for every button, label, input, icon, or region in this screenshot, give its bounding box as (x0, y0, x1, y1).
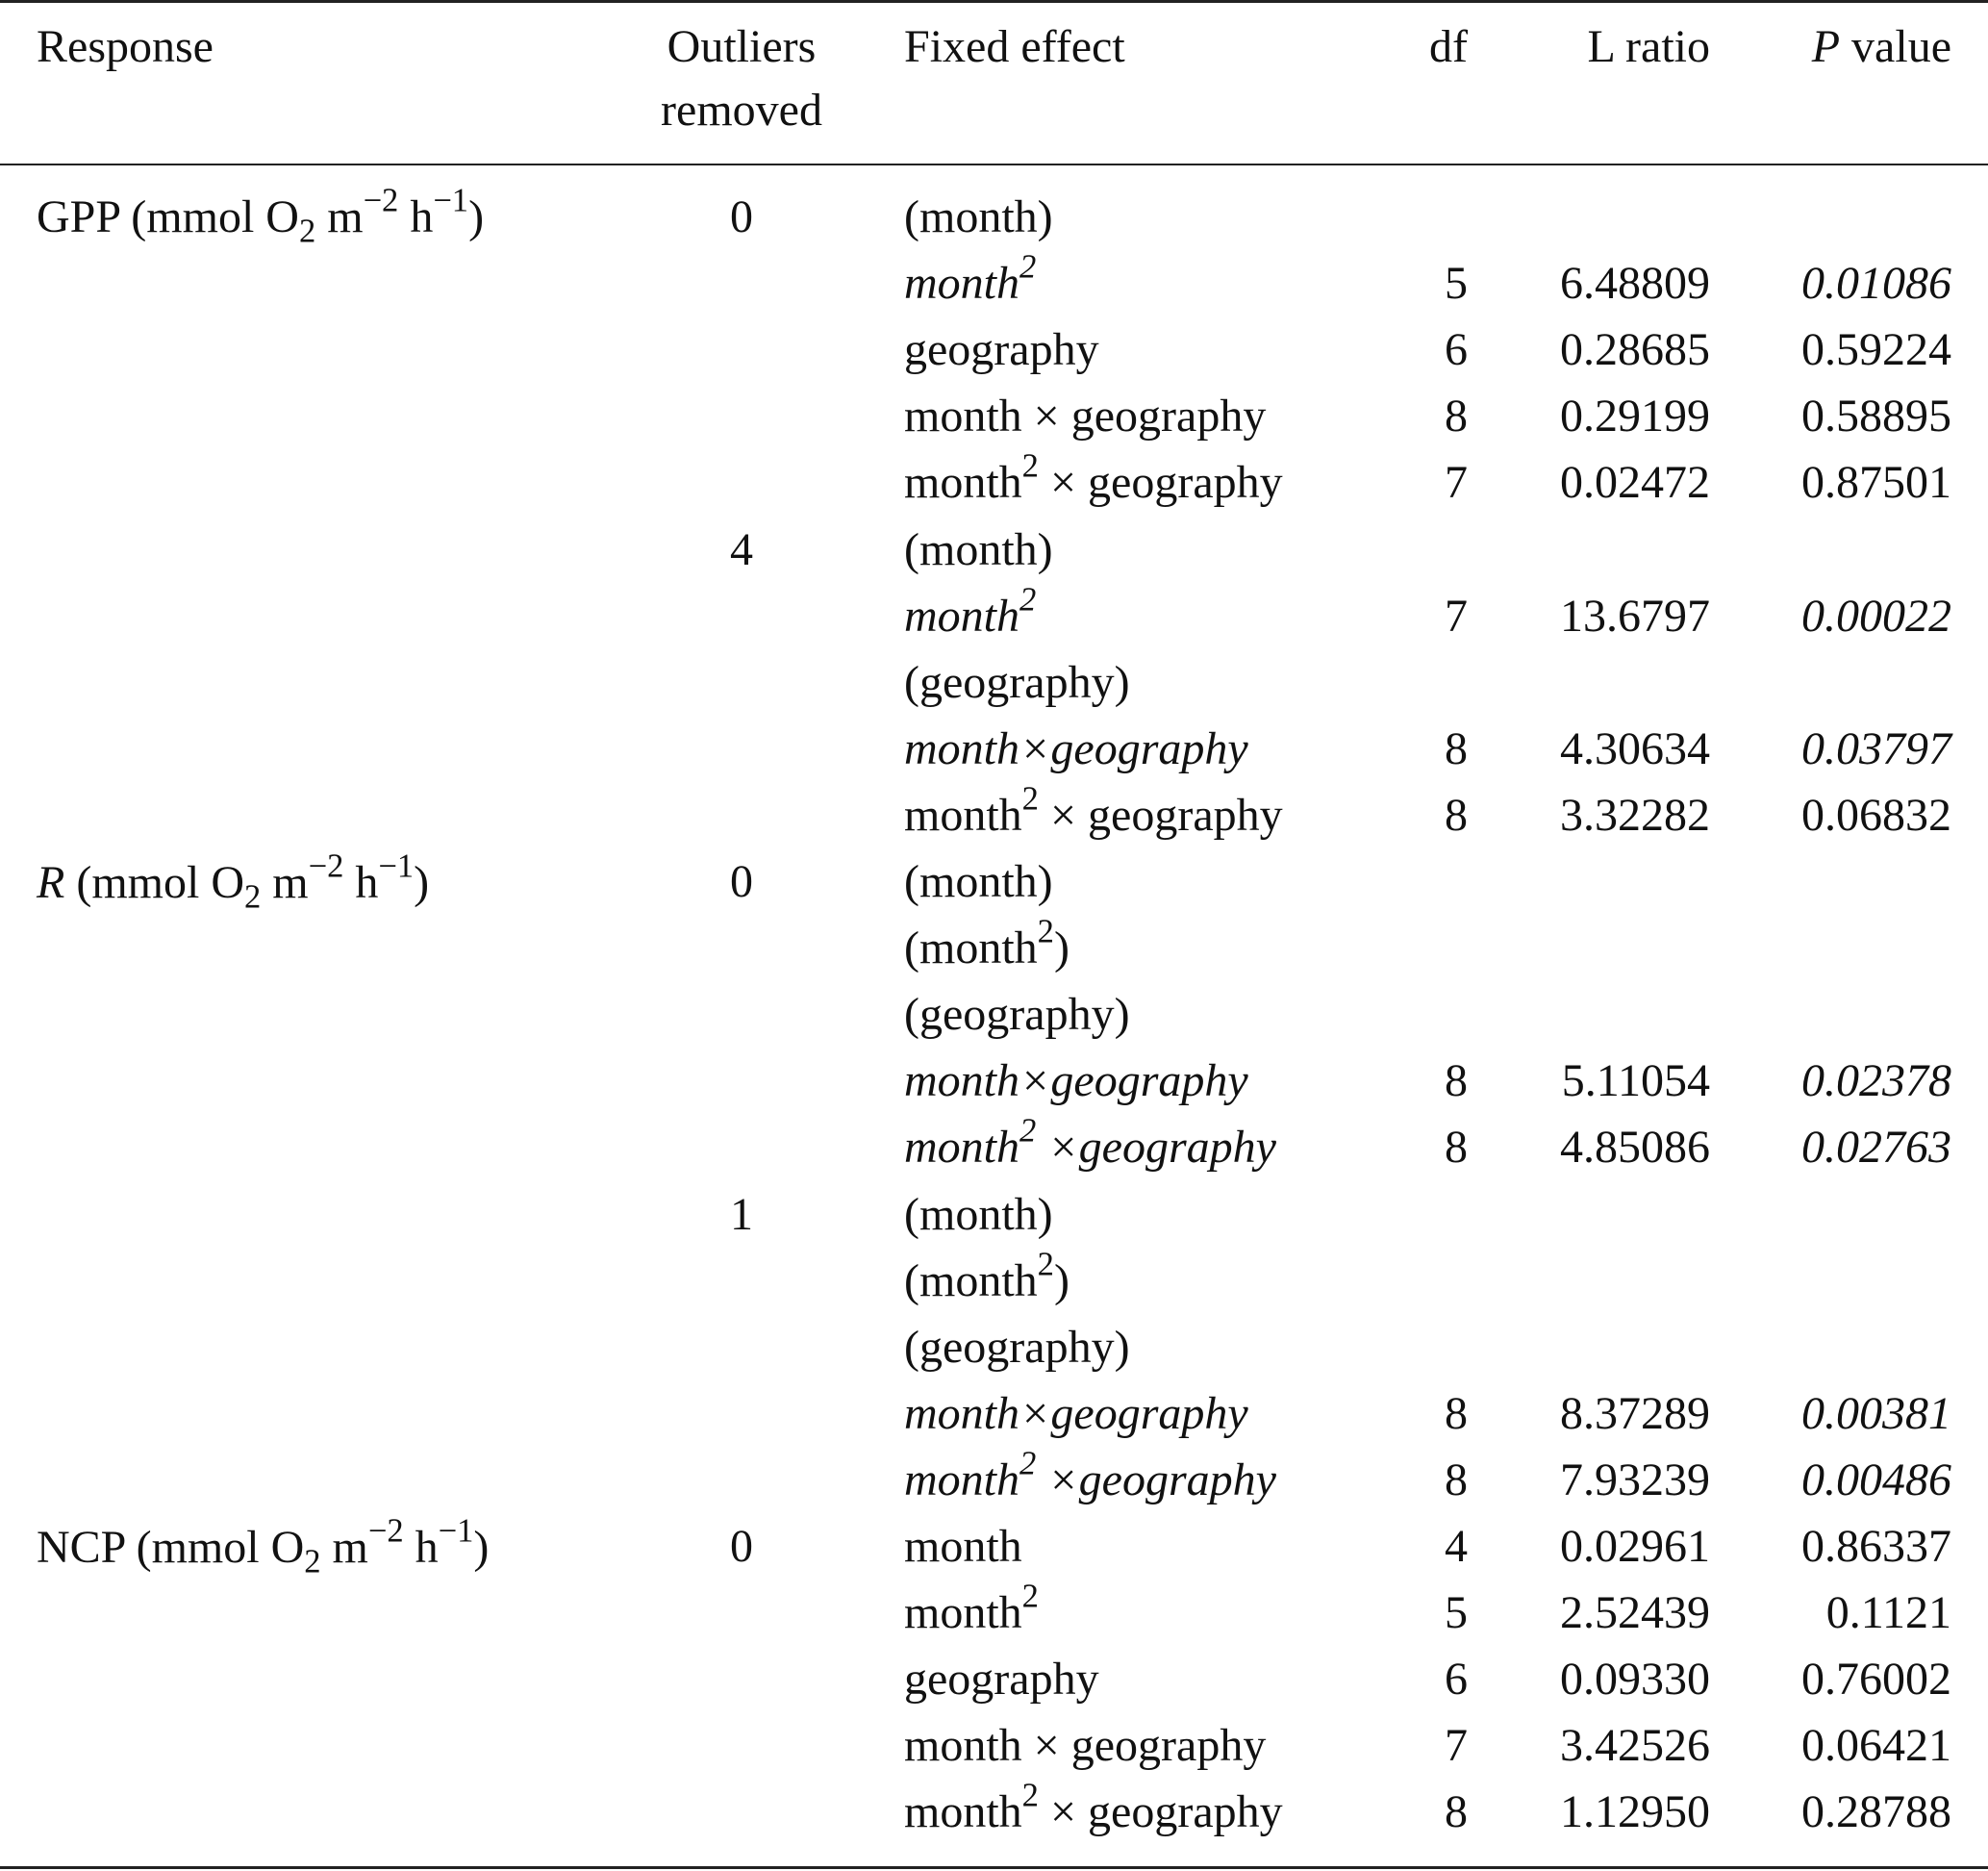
l-ratio-cell: 0.02472 (1560, 457, 1710, 508)
header-outliers-line2: removed (661, 85, 822, 136)
effect-exponent: 2 (1019, 1445, 1037, 1482)
p-value-cell: 0.87501 (1801, 457, 1951, 508)
effect-exponent: 2 (1019, 581, 1037, 619)
l-ratio-cell: 0.09330 (1560, 1654, 1710, 1705)
l-ratio-cell: 2.52439 (1560, 1587, 1710, 1638)
response-ncp-exp1: −2 (367, 1512, 404, 1550)
fixed-effect-cell (904, 1112, 1276, 1173)
effect-exponent: 2 (1021, 1777, 1039, 1814)
fixed-effect-cell (904, 1246, 1069, 1306)
header-p-value (1812, 15, 1951, 79)
effect-term: month×geography (904, 1388, 1248, 1439)
p-value-cell: 0.02378 (1801, 1055, 1951, 1106)
effect-exponent: 2 (1021, 447, 1039, 485)
response-r-unit-close: ) (414, 857, 430, 908)
header-fixed-effect: Fixed effect (904, 21, 1125, 72)
response-r-exp1: −2 (308, 847, 344, 885)
effect-interaction: × geography (1038, 790, 1283, 841)
response-ncp-unit-h: h (403, 1522, 439, 1573)
p-value-cell: 0.28788 (1801, 1786, 1951, 1837)
l-ratio-cell: 3.32282 (1560, 790, 1710, 841)
df-cell: 8 (1445, 1388, 1468, 1439)
l-ratio-cell: 13.6797 (1560, 591, 1710, 642)
effect-term: month (904, 1587, 1022, 1638)
effect-term: month (904, 1521, 1022, 1572)
bottom-rule (0, 1866, 1988, 1869)
effect-term: (month) (904, 524, 1053, 575)
top-rule (0, 0, 1988, 3)
effect-term: month (904, 790, 1022, 841)
p-value-cell: 0.76002 (1801, 1654, 1951, 1705)
effect-exponent: 2 (1037, 913, 1054, 950)
outliers-cell: 0 (730, 856, 753, 907)
response-ncp-name: NCP (37, 1522, 125, 1573)
effect-term: (month (904, 1255, 1038, 1306)
fixed-effect-cell (904, 1055, 1248, 1106)
p-value-cell: 0.06421 (1801, 1720, 1951, 1771)
response-gpp-exp2: −1 (433, 182, 469, 219)
outliers-cell: 0 (730, 1521, 753, 1572)
response-gpp-sub: 2 (298, 213, 316, 250)
outliers-cell: 0 (730, 191, 753, 242)
response-ncp-unit: (mmol O (124, 1522, 305, 1573)
effect-exponent: 2 (1019, 1112, 1037, 1150)
l-ratio-cell: 1.12950 (1560, 1786, 1710, 1837)
fixed-effect-cell (904, 1388, 1248, 1439)
effect-term: month (904, 591, 1019, 642)
df-cell: 7 (1445, 1720, 1468, 1771)
header-p-letter: P (1811, 21, 1841, 72)
response-gpp-unit-m: m (315, 191, 364, 242)
l-ratio-cell: 4.85086 (1560, 1122, 1710, 1173)
response-ncp-unit-m: m (320, 1522, 368, 1573)
p-value-cell: 0.86337 (1801, 1521, 1951, 1572)
df-cell: 8 (1445, 790, 1468, 841)
header-p-rest: value (1840, 21, 1951, 72)
response-gpp (37, 182, 485, 250)
response-ncp-sub: 2 (304, 1543, 321, 1580)
effect-term: (month) (904, 856, 1053, 907)
outliers-cell: 1 (730, 1189, 753, 1240)
response-r-exp2: −1 (378, 847, 415, 885)
effect-term: month × geography (904, 1720, 1267, 1771)
df-cell: 7 (1445, 457, 1468, 508)
effect-interaction: ) (1053, 1255, 1069, 1306)
response-gpp-exp1: −2 (363, 182, 399, 219)
response-ncp (37, 1512, 490, 1580)
effect-term: (month (904, 923, 1038, 973)
df-cell: 5 (1445, 258, 1468, 309)
response-r-sub: 2 (243, 878, 262, 916)
response-ncp-exp2: −1 (438, 1512, 474, 1550)
p-value-cell: 0.03797 (1801, 723, 1951, 774)
p-value-cell: 0.00022 (1801, 591, 1951, 642)
df-cell: 6 (1445, 1654, 1468, 1705)
l-ratio-cell: 0.02961 (1560, 1521, 1710, 1572)
fixed-effect-cell (904, 191, 1053, 242)
effect-exponent: 2 (1021, 1578, 1039, 1615)
l-ratio-cell: 6.48809 (1560, 258, 1710, 309)
response-r-unit-m: m (261, 857, 309, 908)
effect-term: (geography) (904, 1322, 1130, 1373)
response-gpp-unit: (mmol O (119, 191, 299, 242)
effect-interaction: × geography (1038, 1786, 1283, 1837)
fixed-effect-cell (904, 248, 1037, 309)
l-ratio-cell: 0.29199 (1560, 391, 1710, 442)
effect-term: month (904, 1786, 1022, 1837)
fixed-effect-cell (904, 1777, 1283, 1837)
fixed-effect-cell (904, 856, 1053, 907)
effect-term: month (904, 457, 1022, 508)
df-cell: 8 (1445, 1786, 1468, 1837)
effect-term: month (904, 1122, 1019, 1173)
effect-term: (month) (904, 1189, 1053, 1240)
fixed-effect-cell (904, 324, 1099, 375)
df-cell: 7 (1445, 591, 1468, 642)
response-r-unit-h: h (343, 857, 379, 908)
fixed-effect-cell (904, 913, 1069, 973)
effect-term: month×geography (904, 1055, 1248, 1106)
effect-interaction: ×geography (1036, 1122, 1276, 1173)
p-value-cell: 0.02763 (1801, 1122, 1951, 1173)
fixed-effect-cell (904, 989, 1130, 1040)
effect-term: geography (904, 1654, 1099, 1705)
df-cell: 8 (1445, 1454, 1468, 1505)
effect-interaction: ×geography (1036, 1454, 1276, 1505)
header-df: df (1429, 21, 1468, 72)
response-r-name: R (37, 857, 65, 908)
response-gpp-name: GPP (37, 191, 120, 242)
fixed-effect-cell (904, 1578, 1039, 1638)
response-gpp-unit-h: h (398, 191, 434, 242)
p-value-cell: 0.06832 (1801, 790, 1951, 841)
fixed-effect-cell (904, 447, 1283, 508)
effect-term: (geography) (904, 657, 1130, 708)
l-ratio-cell: 0.28685 (1560, 324, 1710, 375)
fixed-effect-cell (904, 780, 1283, 841)
l-ratio-cell: 8.37289 (1560, 1388, 1710, 1439)
fixed-effect-cell (904, 1720, 1267, 1771)
df-cell: 4 (1445, 1521, 1468, 1572)
header-rule (0, 164, 1988, 165)
fixed-effect-cell (904, 1322, 1130, 1373)
effect-exponent: 2 (1019, 248, 1037, 286)
header-response: Response (37, 21, 214, 72)
effect-exponent: 2 (1021, 780, 1039, 818)
fixed-effect-cell (904, 1656, 1099, 1703)
fixed-effect-cell (904, 657, 1130, 708)
p-value-cell: 0.00486 (1801, 1454, 1951, 1505)
fixed-effect-cell (904, 1189, 1053, 1240)
effect-term: (month) (904, 191, 1053, 242)
effect-term: geography (904, 324, 1099, 375)
effect-term: month×geography (904, 723, 1248, 774)
fixed-effect-cell (904, 524, 1053, 575)
df-cell: 5 (1445, 1587, 1468, 1638)
effect-interaction: ) (1053, 923, 1069, 973)
df-cell: 8 (1445, 723, 1468, 774)
p-value-cell: 0.01086 (1801, 258, 1951, 309)
l-ratio-cell: 5.11054 (1561, 1055, 1710, 1106)
response-r (37, 847, 430, 916)
response-gpp-unit-close: ) (468, 191, 485, 242)
effect-term: (geography) (904, 989, 1130, 1040)
p-value-cell: 0.59224 (1801, 324, 1951, 375)
response-r-unit: (mmol O (64, 857, 244, 908)
p-value-cell: 0.1121 (1825, 1587, 1951, 1638)
p-value-cell: 0.58895 (1801, 391, 1951, 442)
effect-term: month (904, 1454, 1019, 1505)
effect-term: month × geography (904, 391, 1267, 442)
header-outliers (661, 15, 822, 142)
header-outliers-line1: Outliers (667, 21, 817, 72)
outliers-cell: 4 (730, 524, 753, 575)
fixed-effect-cell (904, 581, 1037, 642)
l-ratio-cell: 4.30634 (1560, 723, 1710, 774)
response-ncp-unit-close: ) (473, 1522, 490, 1573)
fixed-effect-cell (904, 1521, 1022, 1572)
l-ratio-cell: 7.93239 (1560, 1454, 1710, 1505)
df-cell: 8 (1445, 1122, 1468, 1173)
l-ratio-cell: 3.42526 (1560, 1720, 1710, 1771)
effect-exponent: 2 (1037, 1246, 1054, 1283)
df-cell: 6 (1445, 324, 1468, 375)
effect-interaction: × geography (1038, 457, 1283, 508)
df-cell: 8 (1445, 1055, 1468, 1106)
df-cell: 8 (1445, 391, 1468, 442)
fixed-effect-cell (904, 1445, 1276, 1505)
effect-term: month (904, 258, 1019, 309)
header-l-ratio: L ratio (1587, 21, 1710, 72)
fixed-effect-cell (904, 723, 1248, 774)
fixed-effect-cell (904, 393, 1266, 440)
p-value-cell: 0.00381 (1801, 1388, 1951, 1439)
